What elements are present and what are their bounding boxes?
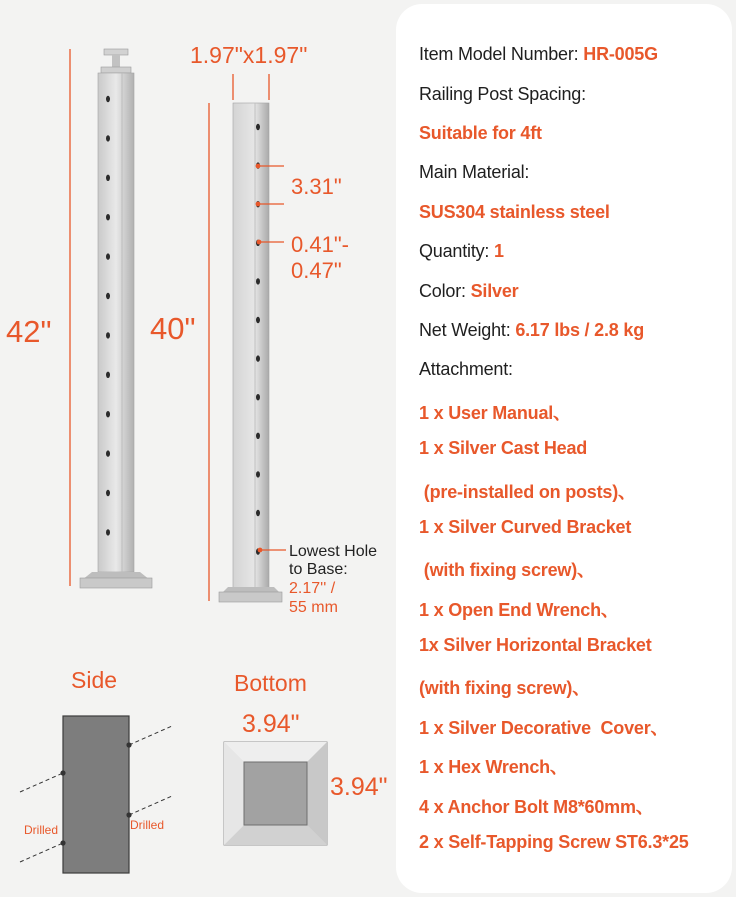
spec-spacing-label: Railing Post Spacing:: [419, 84, 586, 104]
hole-spacing-label: 3.31": [291, 174, 342, 199]
drilled-hole: [256, 278, 260, 284]
spec-weight: [419, 320, 644, 341]
base-width-label: 3.94": [242, 710, 300, 738]
drilled-hole: [106, 490, 110, 496]
drilled-hole: [106, 332, 110, 338]
quantity-value: 1: [494, 241, 504, 261]
color-value: Silver: [470, 281, 519, 301]
spec-model: [419, 44, 658, 65]
attachment-item: 2 x Self-Tapping Screw ST6.3*25: [419, 832, 689, 852]
drilled-hole: [106, 293, 110, 299]
spec-material-value: SUS304 stainless steel: [419, 202, 610, 222]
drilled-left-label: Drilled: [24, 823, 59, 837]
height-40-label: 40": [150, 311, 196, 346]
post-40-illustration: [219, 103, 282, 602]
side-view: [20, 716, 172, 873]
attachment-item: 1 x Open End Wrench、: [419, 600, 619, 620]
attachment-item: 1x Silver Horizontal Bracket: [419, 635, 652, 655]
drilled-hole: [256, 124, 260, 130]
attachment-item: 1 x Silver Curved Bracket: [419, 517, 632, 537]
drilled-hole: [106, 372, 110, 378]
post-42-illustration: [80, 49, 152, 588]
spec-spacing-value: Suitable for 4ft: [419, 123, 542, 143]
lowest-hole-value-1: 2.17'' /: [289, 580, 336, 597]
attachment-item: 4 x Anchor Bolt M8*60mm、: [419, 797, 654, 817]
drilled-hole: [256, 317, 260, 323]
drilled-hole: [106, 450, 110, 456]
quantity-label: Quantity:: [419, 241, 495, 261]
drilled-hole: [106, 135, 110, 141]
attachment-item: 1 x Silver Decorative Cover、: [419, 718, 669, 738]
lowest-hole-label-2: to Base:: [289, 561, 348, 578]
attachment-item: 1 x User Manual、: [419, 403, 571, 423]
side-view-title: Side: [71, 667, 118, 693]
bottom-view: [224, 742, 327, 845]
weight-label: Net Weight:: [419, 320, 516, 340]
drilled-hole: [256, 510, 260, 516]
drilled-hole: [256, 394, 260, 400]
drilled-right-label: Drilled: [130, 818, 165, 832]
model-label: Item Model Number:: [419, 44, 584, 64]
attachment-item: 1 x Hex Wrench、: [419, 757, 568, 777]
spec-attachment-label: Attachment:: [419, 359, 513, 379]
base-depth-label: 3.94": [330, 773, 388, 801]
drilled-hole: [106, 96, 110, 102]
drilled-hole: [106, 529, 110, 535]
drilled-hole: [106, 175, 110, 181]
hole-diameter-label-2: 0.47": [291, 258, 342, 283]
drilled-hole: [256, 471, 260, 477]
attachment-item: 1 x Silver Cast Head: [419, 438, 588, 458]
lowest-hole-value-2: 55 mm: [289, 599, 338, 616]
bottom-view-title: Bottom: [234, 670, 307, 696]
attachment-item: (pre-installed on posts)、: [419, 482, 636, 502]
height-42-label: 42": [6, 314, 52, 349]
drilled-hole: [256, 355, 260, 361]
drilled-hole: [106, 411, 110, 417]
drilled-hole: [256, 433, 260, 439]
lowest-hole-label-1: Lowest Hole: [289, 543, 378, 560]
model-value: HR-005G: [583, 44, 658, 64]
color-label: Color:: [419, 281, 471, 301]
top-width-label: 1.97"x1.97": [190, 42, 308, 68]
spec-material-label: Main Material:: [419, 162, 530, 182]
weight-value: 6.17 lbs / 2.8 kg: [515, 320, 644, 340]
attachment-item: (with fixing screw)、: [419, 560, 595, 580]
attachment-item: (with fixing screw)、: [419, 678, 591, 698]
drilled-hole: [106, 253, 110, 259]
spec-quantity: [419, 241, 504, 262]
spec-color: [419, 281, 518, 302]
hole-diameter-label-1: 0.41"-: [291, 232, 349, 257]
drilled-hole: [106, 214, 110, 220]
